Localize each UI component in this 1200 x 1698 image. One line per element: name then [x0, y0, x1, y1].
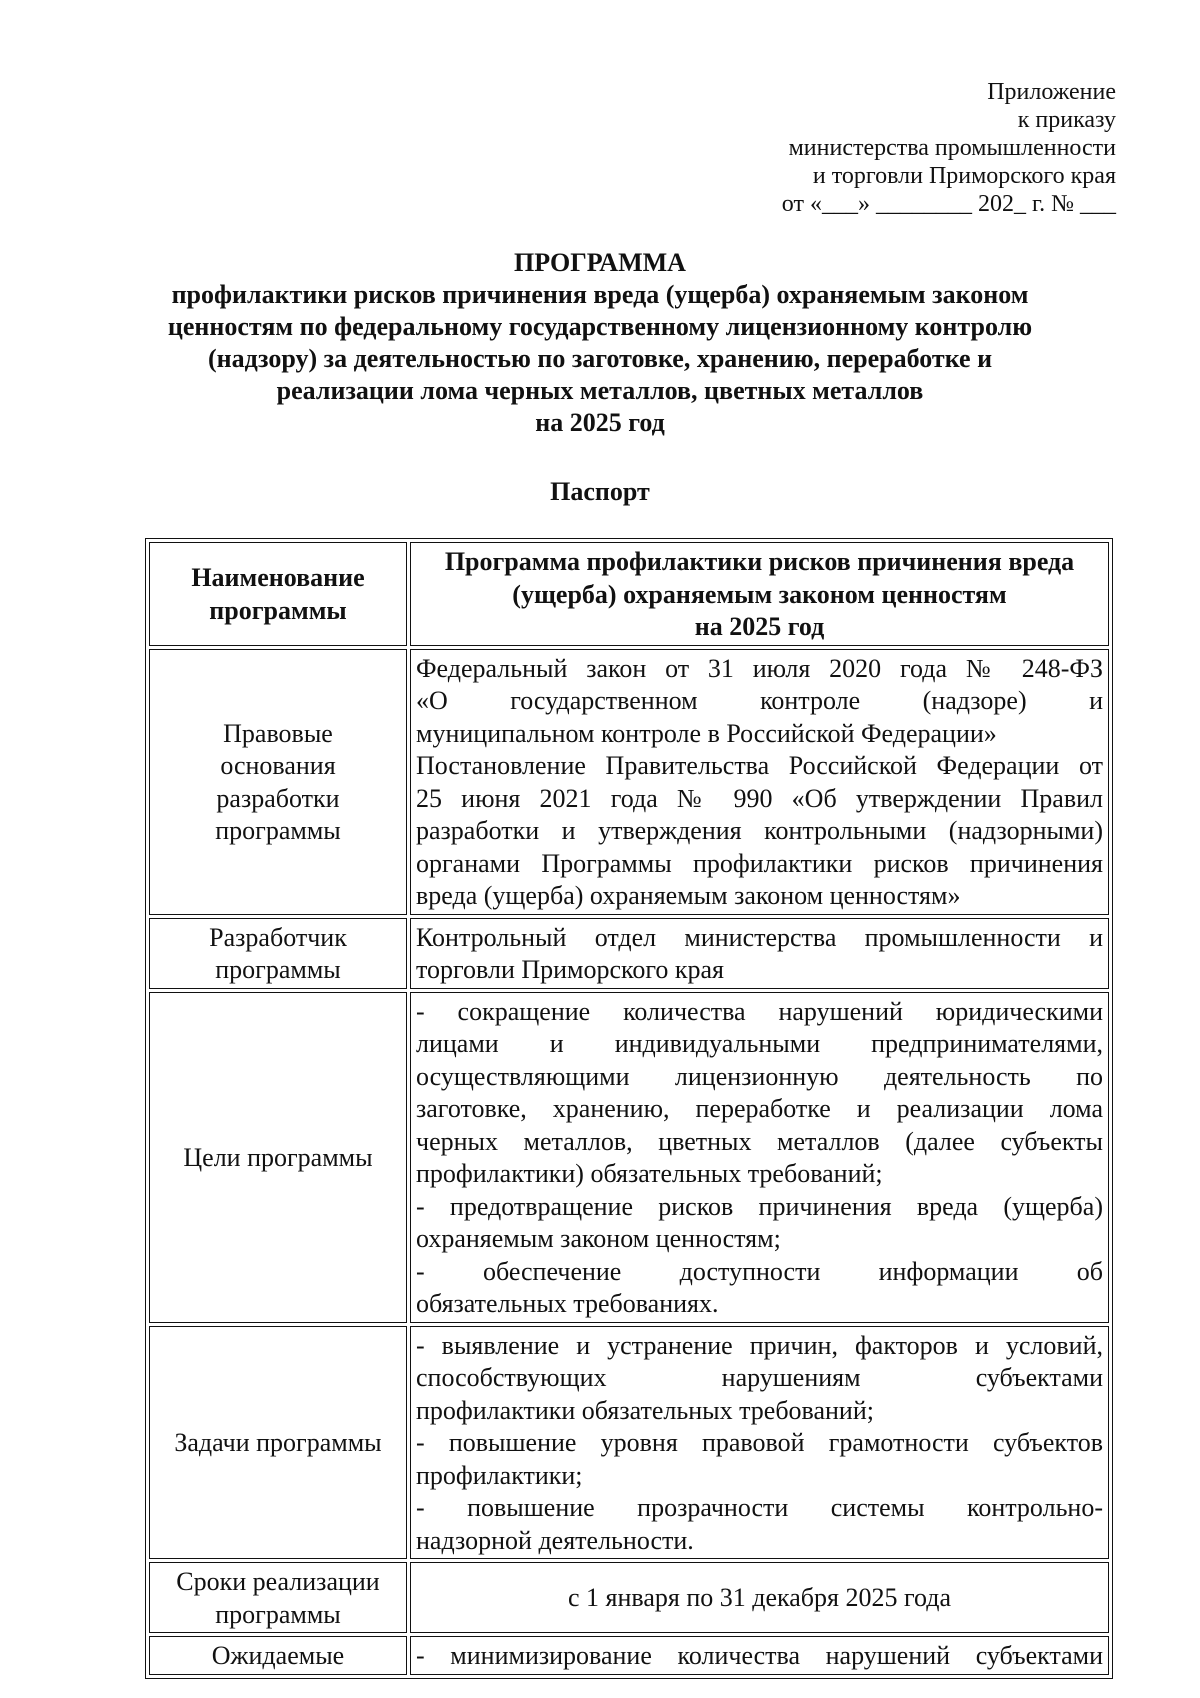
value-line: разработки и утверждения контрольными (надзорными) [416, 816, 1103, 845]
table-row [149, 1326, 1109, 1560]
document-title [100, 247, 1100, 439]
title-line: на 2025 год [535, 408, 665, 437]
label-line: основания [220, 751, 336, 780]
title-line: реализации лома черных металлов, цветных металлов [276, 376, 924, 405]
label-line: программы [215, 955, 341, 984]
appendix-header [782, 78, 1116, 218]
value-line: - минимизирование количества нарушений субъектами [416, 1641, 1103, 1670]
value-line: Федеральный закон от 31 июля 2020 года № 248-ФЗ [416, 653, 1103, 683]
value-line: черных металлов, цветных металлов (далее субъекты [416, 1126, 1103, 1156]
value-line: с 1 января по 31 декабря 2025 года [567, 1583, 952, 1613]
value-line: - повышение уровня правовой грамотности субъектов [416, 1428, 1103, 1457]
value-line: профилактики; [416, 1460, 583, 1490]
row-label [149, 542, 407, 646]
row-label [149, 918, 407, 989]
label-line: Цели программы [183, 1142, 373, 1172]
value-line: (ущерба) охраняемым законом ценностям [512, 579, 1007, 609]
value-line: - предотвращение рисков причинения вреда (ущерба) [416, 1191, 1103, 1221]
table-row [149, 918, 1109, 989]
row-label [149, 1562, 407, 1633]
value-line: заготовке, хранению, переработке и реализации лома [416, 1094, 1103, 1123]
label-line: программы [215, 816, 341, 845]
label-line: Наименование [191, 563, 365, 593]
value-line: - повышение прозрачности системы контрольно- [416, 1493, 1103, 1522]
value-line: осуществляющими лицензионную деятельность по [416, 1061, 1103, 1091]
value-line: 25 июня 2021 года № 990 «Об утверждении Правил [416, 783, 1103, 813]
passport-table [145, 538, 1113, 1679]
value-line: - выявление и устранение причин, факторов и условий, [416, 1330, 1103, 1360]
value-line: обязательных требованиях. [416, 1289, 719, 1318]
title-line: профилактики рисков причинения вреда (ущерба) охраняемым законом [171, 280, 1029, 309]
row-label [149, 1636, 407, 1675]
value-line: Контрольный отдел министерства промышленности и [416, 922, 1103, 952]
title-line: (надзору) за деятельностью по заготовке, хранению, переработке и [207, 344, 993, 373]
label-line: программы [209, 595, 347, 625]
value-line: профилактики) обязательных требований; [416, 1159, 883, 1188]
label-line: Правовые [223, 718, 333, 748]
value-line: вреда (ущерба) охраняемым законом ценностям» [416, 881, 961, 910]
label-line: Задачи программы [174, 1428, 382, 1457]
passport-heading: Паспорт [550, 477, 650, 506]
label-line: разработки [216, 783, 340, 813]
value-line: лицами и индивидуальными предпринимателями, [416, 1029, 1103, 1058]
row-label [149, 649, 407, 915]
title-line: ценностям по федеральному государственному лицензионному контролю [167, 312, 1033, 341]
appendix-line: Приложение [987, 79, 1116, 105]
row-value [410, 649, 1109, 915]
table-row [149, 1562, 1109, 1633]
value-line: надзорной деятельности. [416, 1525, 694, 1555]
row-label [149, 1326, 407, 1560]
value-line: «О государственном контроле (надзоре) и [416, 686, 1103, 715]
appendix-line: и торговли Приморского края [812, 163, 1116, 189]
value-line: профилактики обязательных требований; [416, 1395, 874, 1425]
appendix-line: к приказу [1017, 107, 1116, 133]
value-line: охраняемым законом ценностям; [416, 1224, 781, 1253]
row-value [410, 918, 1109, 989]
appendix-line: от «___» ________ 202_ г. № ___ [781, 191, 1116, 217]
value-line: торговли Приморского края [416, 955, 725, 984]
value-line: Постановление Правительства Российской Федерации от [416, 751, 1103, 780]
row-value [410, 542, 1109, 646]
table-row [149, 649, 1109, 915]
label-line: Разработчик [209, 922, 347, 952]
table-row [149, 542, 1109, 646]
value-line: Программа профилактики рисков причинения вреда [444, 547, 1075, 576]
row-value [410, 1326, 1109, 1560]
label-line: Ожидаемые [211, 1641, 345, 1670]
label-line: Сроки реализации [176, 1567, 380, 1596]
value-line: на 2025 год [694, 612, 825, 641]
value-line: способствующих нарушениям субъектами [416, 1363, 1103, 1392]
appendix-line: министерства промышленности [788, 135, 1116, 161]
value-line: органами Программы профилактики рисков причинения [416, 848, 1103, 878]
table-row [149, 992, 1109, 1323]
row-value [410, 1562, 1109, 1633]
label-line: программы [215, 1599, 341, 1629]
row-label [149, 992, 407, 1323]
value-line: муниципальном контроле в Российской Федерации» [416, 718, 997, 748]
table-row [149, 1636, 1109, 1675]
value-line: - обеспечение доступности информации об [416, 1256, 1103, 1286]
title-line: ПРОГРАММА [514, 248, 686, 277]
row-value [410, 992, 1109, 1323]
row-value [410, 1636, 1109, 1675]
value-line: - сокращение количества нарушений юридическими [416, 996, 1103, 1026]
